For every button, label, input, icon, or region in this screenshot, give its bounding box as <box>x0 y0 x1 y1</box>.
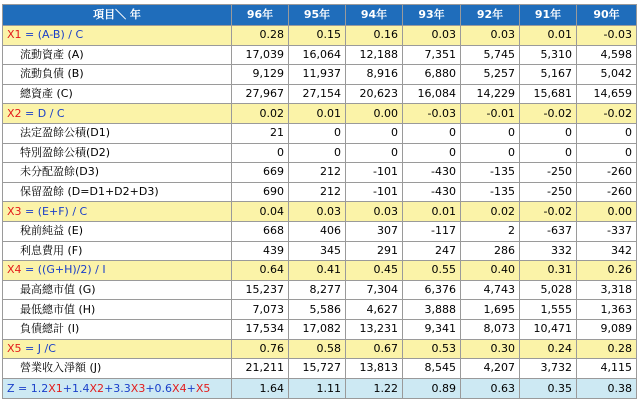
value-cell: 27,154 <box>289 84 346 104</box>
value-cell: 10,471 <box>520 319 577 339</box>
row-label: 營業收入淨額 (J) <box>3 359 232 379</box>
value-cell: 0.00 <box>577 202 637 222</box>
value-cell: 0.64 <box>232 261 289 281</box>
value-cell: 0 <box>289 143 346 163</box>
value-cell: 0.15 <box>289 26 346 46</box>
value-cell: 5,310 <box>520 45 577 65</box>
value-cell: 0.03 <box>289 202 346 222</box>
value-cell: 0.16 <box>346 26 403 46</box>
value-cell: 286 <box>461 241 520 261</box>
value-cell: -0.01 <box>461 104 520 124</box>
value-cell: 0 <box>346 143 403 163</box>
value-cell: 15,727 <box>289 359 346 379</box>
z-formula-part: +1.4 <box>62 381 90 395</box>
value-cell: 0.40 <box>461 261 520 281</box>
year-header: 90年 <box>577 5 637 26</box>
value-cell: 0.01 <box>520 26 577 46</box>
value-cell: 5,586 <box>289 300 346 320</box>
formula-label <box>3 26 232 46</box>
z-formula-part: Z = 1.2 <box>7 381 49 395</box>
value-cell: 5,028 <box>520 280 577 300</box>
value-cell: 0.03 <box>403 26 461 46</box>
value-cell: -0.03 <box>577 26 637 46</box>
table-row <box>3 359 637 379</box>
table-row <box>3 143 637 163</box>
value-cell: 668 <box>232 221 289 241</box>
z-formula-part: +3.3 <box>104 381 131 395</box>
z-score-value: 0.63 <box>461 378 520 398</box>
z-formula-part: + <box>186 381 196 395</box>
value-cell: 0.03 <box>461 26 520 46</box>
value-cell: 0.41 <box>289 261 346 281</box>
value-cell: 342 <box>577 241 637 261</box>
value-cell: 0 <box>461 123 520 143</box>
value-cell: 14,659 <box>577 84 637 104</box>
z-score-value: 1.11 <box>289 378 346 398</box>
value-cell: 2 <box>461 221 520 241</box>
formula-expression: = (E+F) / C <box>21 204 88 218</box>
value-cell: 439 <box>232 241 289 261</box>
value-cell: 8,073 <box>461 319 520 339</box>
value-cell: 669 <box>232 163 289 183</box>
value-cell: 0 <box>520 143 577 163</box>
value-cell: 15,681 <box>520 84 577 104</box>
value-cell: 212 <box>289 163 346 183</box>
value-cell: 4,207 <box>461 359 520 379</box>
value-cell: 1,363 <box>577 300 637 320</box>
value-cell: 1,555 <box>520 300 577 320</box>
value-cell: 13,231 <box>346 319 403 339</box>
value-cell: 5,042 <box>577 65 637 85</box>
value-cell: 0.31 <box>520 261 577 281</box>
value-cell: 6,880 <box>403 65 461 85</box>
formula-row <box>3 339 637 359</box>
value-cell: 0.55 <box>403 261 461 281</box>
row-label: 流動資產 (A) <box>3 45 232 65</box>
value-cell: 307 <box>346 221 403 241</box>
value-cell: 0.30 <box>461 339 520 359</box>
table-row <box>3 319 637 339</box>
value-cell: 5,745 <box>461 45 520 65</box>
formula-expression: = D / C <box>21 106 65 120</box>
value-cell: 0 <box>577 123 637 143</box>
value-cell: 0.01 <box>289 104 346 124</box>
value-cell: -430 <box>403 182 461 202</box>
value-cell: 21 <box>232 123 289 143</box>
value-cell: 0.00 <box>346 104 403 124</box>
value-cell: 3,888 <box>403 300 461 320</box>
value-cell: 16,084 <box>403 84 461 104</box>
value-cell: 0.45 <box>346 261 403 281</box>
value-cell: 212 <box>289 182 346 202</box>
value-cell: 247 <box>403 241 461 261</box>
value-cell: 0 <box>346 123 403 143</box>
value-cell: 0.58 <box>289 339 346 359</box>
row-label: 保留盈餘 (D=D1+D2+D3) <box>3 182 232 202</box>
table-row <box>3 300 637 320</box>
value-cell: 8,277 <box>289 280 346 300</box>
row-label: 流動負債 (B) <box>3 65 232 85</box>
value-cell: 8,916 <box>346 65 403 85</box>
formula-expression: = ((G+H)/2) / I <box>21 263 106 277</box>
value-cell: -101 <box>346 182 403 202</box>
value-cell: 0 <box>403 143 461 163</box>
row-label: 稅前純益 (E) <box>3 221 232 241</box>
z-score-row <box>3 378 637 398</box>
header-row <box>3 5 637 26</box>
value-cell: 20,623 <box>346 84 403 104</box>
value-cell: 332 <box>520 241 577 261</box>
z-formula-part: X5 <box>195 381 211 395</box>
value-cell: -0.02 <box>520 104 577 124</box>
z-formula-part: +0.6 <box>145 381 173 395</box>
value-cell: -0.02 <box>520 202 577 222</box>
value-cell: 9,089 <box>577 319 637 339</box>
value-cell: 27,967 <box>232 84 289 104</box>
row-label: 總資產 (C) <box>3 84 232 104</box>
table-row <box>3 84 637 104</box>
value-cell: 4,115 <box>577 359 637 379</box>
value-cell: 345 <box>289 241 346 261</box>
table-row <box>3 241 637 261</box>
year-header: 94年 <box>346 5 403 26</box>
value-cell: -0.03 <box>403 104 461 124</box>
value-cell: 12,188 <box>346 45 403 65</box>
z-formula-part: X2 <box>89 381 105 395</box>
formula-variable: X2 <box>7 106 22 120</box>
value-cell: 0.03 <box>346 202 403 222</box>
value-cell: 0 <box>520 123 577 143</box>
value-cell: 14,229 <box>461 84 520 104</box>
year-header: 93年 <box>403 5 461 26</box>
row-label: 利息費用 (F) <box>3 241 232 261</box>
value-cell: 0 <box>289 123 346 143</box>
z-formula-part: X4 <box>172 381 187 395</box>
z-score-value: 0.35 <box>520 378 577 398</box>
value-cell: 7,304 <box>346 280 403 300</box>
year-header: 95年 <box>289 5 346 26</box>
value-cell: -430 <box>403 163 461 183</box>
value-cell: -135 <box>461 182 520 202</box>
value-cell: 291 <box>346 241 403 261</box>
year-header: 92年 <box>461 5 520 26</box>
year-header: 91年 <box>520 5 577 26</box>
table-row <box>3 123 637 143</box>
z-score-value: 1.64 <box>232 378 289 398</box>
value-cell: 9,129 <box>232 65 289 85</box>
value-cell: 406 <box>289 221 346 241</box>
value-cell: 6,376 <box>403 280 461 300</box>
value-cell: -117 <box>403 221 461 241</box>
value-cell: 0.67 <box>346 339 403 359</box>
formula-label <box>3 104 232 124</box>
value-cell: -337 <box>577 221 637 241</box>
value-cell: 5,167 <box>520 65 577 85</box>
row-label: 未分配盈餘(D3) <box>3 163 232 183</box>
table-row <box>3 280 637 300</box>
value-cell: 15,237 <box>232 280 289 300</box>
value-cell: 690 <box>232 182 289 202</box>
z-formula-part: X1 <box>48 381 63 395</box>
value-cell: 0.02 <box>232 104 289 124</box>
table-row <box>3 65 637 85</box>
z-score-formula <box>3 378 232 398</box>
z-score-value: 0.38 <box>577 378 637 398</box>
value-cell: 0 <box>232 143 289 163</box>
value-cell: -250 <box>520 182 577 202</box>
altman-z-score-table <box>2 4 637 399</box>
value-cell: 0.53 <box>403 339 461 359</box>
value-cell: 7,351 <box>403 45 461 65</box>
value-cell: 0.76 <box>232 339 289 359</box>
value-cell: 0.26 <box>577 261 637 281</box>
value-cell: 9,341 <box>403 319 461 339</box>
value-cell: 0.01 <box>403 202 461 222</box>
value-cell: 5,257 <box>461 65 520 85</box>
value-cell: 0.28 <box>232 26 289 46</box>
z-score-value: 1.22 <box>346 378 403 398</box>
formula-label <box>3 261 232 281</box>
value-cell: 16,064 <box>289 45 346 65</box>
value-cell: 8,545 <box>403 359 461 379</box>
value-cell: 4,598 <box>577 45 637 65</box>
value-cell: 3,318 <box>577 280 637 300</box>
value-cell: 0.28 <box>577 339 637 359</box>
table-row <box>3 182 637 202</box>
row-label: 最高總市值 (G) <box>3 280 232 300</box>
value-cell: 4,627 <box>346 300 403 320</box>
value-cell: 17,039 <box>232 45 289 65</box>
formula-variable: X5 <box>7 341 22 355</box>
formula-row <box>3 202 637 222</box>
row-label: 特別盈餘公積(D2) <box>3 143 232 163</box>
z-formula-part: X3 <box>130 381 146 395</box>
table-row <box>3 221 637 241</box>
value-cell: -101 <box>346 163 403 183</box>
row-label: 法定盈餘公積(D1) <box>3 123 232 143</box>
formula-row <box>3 26 637 46</box>
value-cell: 17,082 <box>289 319 346 339</box>
formula-label <box>3 339 232 359</box>
value-cell: 0 <box>461 143 520 163</box>
value-cell: -250 <box>520 163 577 183</box>
value-cell: 3,732 <box>520 359 577 379</box>
formula-expression: = (A-B) / C <box>21 28 84 42</box>
year-header: 96年 <box>232 5 289 26</box>
header-label: 項目＼ 年 <box>3 5 232 26</box>
value-cell: 0.02 <box>461 202 520 222</box>
value-cell: 4,743 <box>461 280 520 300</box>
value-cell: 0.04 <box>232 202 289 222</box>
table-row <box>3 45 637 65</box>
value-cell: 21,211 <box>232 359 289 379</box>
value-cell: -260 <box>577 163 637 183</box>
value-cell: 1,695 <box>461 300 520 320</box>
value-cell: -0.02 <box>577 104 637 124</box>
value-cell: 11,937 <box>289 65 346 85</box>
value-cell: 0.24 <box>520 339 577 359</box>
formula-variable: X3 <box>7 204 22 218</box>
formula-expression: = J /C <box>21 341 56 355</box>
formula-label <box>3 202 232 222</box>
value-cell: -260 <box>577 182 637 202</box>
value-cell: 17,534 <box>232 319 289 339</box>
value-cell: 0 <box>577 143 637 163</box>
formula-variable: X1 <box>7 28 22 42</box>
value-cell: 7,073 <box>232 300 289 320</box>
value-cell: 13,813 <box>346 359 403 379</box>
value-cell: 0 <box>403 123 461 143</box>
row-label: 負債總計 (I) <box>3 319 232 339</box>
formula-row <box>3 104 637 124</box>
table-row <box>3 163 637 183</box>
row-label: 最低總市值 (H) <box>3 300 232 320</box>
formula-variable: X4 <box>7 263 22 277</box>
value-cell: -135 <box>461 163 520 183</box>
z-score-value: 0.89 <box>403 378 461 398</box>
value-cell: -637 <box>520 221 577 241</box>
formula-row <box>3 261 637 281</box>
